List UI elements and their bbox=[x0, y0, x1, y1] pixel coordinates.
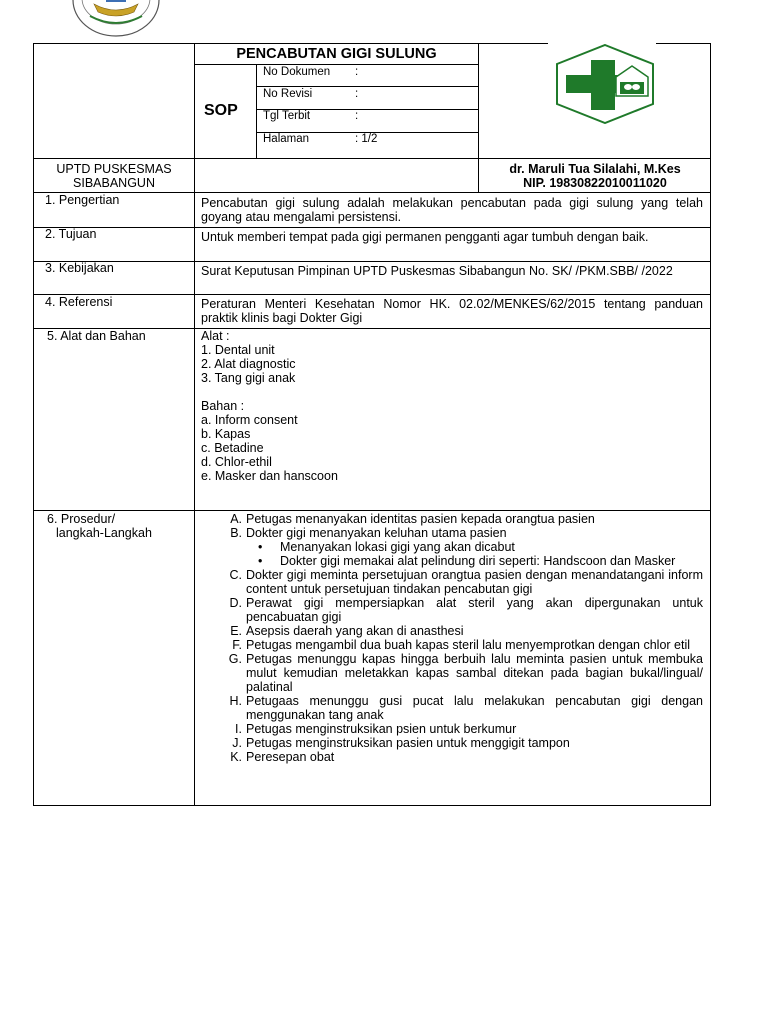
list-item: e. Masker dan hanscoon bbox=[201, 469, 338, 483]
row-label-prosedur: 6. Prosedur/ langkah-Langkah bbox=[47, 512, 152, 540]
row-label-referensi: 4. Referensi bbox=[45, 295, 113, 309]
step-text: Petugas menginstruksikan psien untuk berkumur bbox=[246, 722, 517, 736]
doc-field-no-dokumen: No Dokumen : bbox=[263, 66, 359, 78]
procedure-step bbox=[222, 694, 703, 722]
row-text-pengertian: Pencabutan gigi sulung adalah melakukan pencabutan pada gigi sulung yang telah goyang atau mengalami persistensi. bbox=[201, 196, 703, 224]
sop-label: SOP bbox=[204, 102, 238, 119]
doc-field-halaman: Halaman : 1/2 bbox=[263, 133, 378, 145]
signer-name: dr. Maruli Tua Silalahi, M.Kes bbox=[509, 162, 681, 176]
step-marker: • bbox=[258, 540, 263, 554]
step-text: Perawat gigi mempersiapkan alat steril yang akan dipergunakan untuk pencabuatan gigi bbox=[246, 596, 703, 624]
step-marker: K. bbox=[230, 750, 242, 764]
row-label-alat-bahan: 5. Alat dan Bahan bbox=[47, 329, 146, 343]
list-item: 2. Alat diagnostic bbox=[201, 357, 296, 371]
step-marker: E. bbox=[230, 624, 242, 638]
signer-nip: NIP. 19830822010011020 bbox=[523, 176, 667, 190]
list-item: b. Kapas bbox=[201, 427, 251, 441]
regency-emblem-icon bbox=[72, 0, 160, 38]
step-marker: F. bbox=[232, 638, 242, 652]
procedure-step bbox=[222, 512, 703, 526]
step-marker: C. bbox=[229, 568, 242, 582]
step-text: Petugas mengambil dua buah kapas steril lalu menyemprotkan dengan chlor etil bbox=[246, 638, 691, 652]
procedure-step bbox=[222, 638, 703, 652]
row-text-tujuan: Untuk memberi tempat pada gigi permanen pengganti agar tumbuh dengan baik. bbox=[201, 230, 649, 244]
procedure-step bbox=[222, 652, 703, 694]
row-label-kebijakan: 3. Kebijakan bbox=[45, 261, 114, 275]
procedure-step bbox=[222, 750, 703, 764]
step-marker: D. bbox=[229, 596, 242, 610]
step-marker: • bbox=[258, 554, 263, 568]
procedure-step bbox=[222, 568, 703, 596]
procedure-steps bbox=[222, 512, 703, 764]
procedure-step bbox=[222, 526, 703, 540]
step-marker: I. bbox=[235, 722, 242, 736]
row-text-referensi: Peraturan Menteri Kesehatan Nomor HK. 02.02/MENKES/62/2015 tentang panduan praktik klinis bagi Dokter Gigi bbox=[201, 297, 703, 325]
procedure-substep bbox=[222, 554, 703, 568]
procedure-step bbox=[222, 624, 703, 638]
step-text: Petugas menanyakan identitas pasien kepada orangtua pasien bbox=[246, 512, 595, 526]
row-label-tujuan: 2. Tujuan bbox=[45, 227, 97, 241]
row-text-kebijakan: Surat Keputusan Pimpinan UPTD Puskesmas Sibabangun No. SK/ /PKM.SBB/ /2022 bbox=[201, 264, 673, 278]
step-text: Dokter gigi meminta persetujuan orangtua pasien dengan menandatangani inform content untuk persetujuan tindakan pencabutan gigi bbox=[246, 568, 703, 596]
step-text: Menanyakan lokasi gigi yang akan dicabut bbox=[280, 540, 515, 554]
procedure-substep bbox=[222, 540, 703, 554]
row-label-pengertian: 1. Pengertian bbox=[45, 193, 120, 207]
unit-name: UPTD PUSKESMAS SIBABANGUN bbox=[56, 162, 172, 190]
list-item: 3. Tang gigi anak bbox=[201, 371, 296, 385]
step-marker: J. bbox=[232, 736, 242, 750]
signer-block bbox=[480, 162, 710, 190]
procedure-step bbox=[222, 596, 703, 624]
bahan-heading: Bahan : bbox=[201, 399, 245, 413]
step-text: Petugas menunggu kapas hingga berbuih lalu meminta pasien untuk membuka mulut kemudian meletakkan kapas sambal ditekan pada bagian bukal/lingual/ palatinal bbox=[246, 652, 703, 694]
step-text: Dokter gigi memakai alat pelindung diri seperti: Handscoon dan Masker bbox=[280, 554, 676, 568]
step-text: Peresepan obat bbox=[246, 750, 335, 764]
row-content-alat-bahan bbox=[201, 329, 703, 483]
step-text: Petugaas menunggu gusi pucat lalu melakukan pencabutan gigi dengan menggunakan tang anak bbox=[246, 694, 703, 722]
procedure-step bbox=[222, 736, 703, 750]
procedure-step bbox=[222, 722, 703, 736]
doc-field-no-revisi: No Revisi : bbox=[263, 88, 359, 100]
step-marker: A. bbox=[230, 512, 242, 526]
step-text: Petugas menginstruksikan pasien untuk menggigit tampon bbox=[246, 736, 570, 750]
list-item: c. Betadine bbox=[201, 441, 264, 455]
step-marker: B. bbox=[230, 526, 242, 540]
step-marker: H. bbox=[229, 694, 242, 708]
list-item: 1. Dental unit bbox=[201, 343, 275, 357]
doc-field-tgl-terbit: Tgl Terbit : bbox=[263, 110, 359, 122]
alat-heading: Alat : bbox=[201, 329, 230, 343]
step-marker: G. bbox=[228, 652, 242, 666]
step-text: Dokter gigi menanyakan keluhan utama pasien bbox=[246, 526, 507, 540]
list-item: d. Chlor-ethil bbox=[201, 455, 272, 469]
document-title: PENCABUTAN GIGI SULUNG bbox=[236, 46, 437, 62]
list-item: a. Inform consent bbox=[201, 413, 298, 427]
puskesmas-cross-icon bbox=[554, 44, 656, 124]
step-text: Asepsis daerah yang akan di anasthesi bbox=[246, 624, 464, 638]
